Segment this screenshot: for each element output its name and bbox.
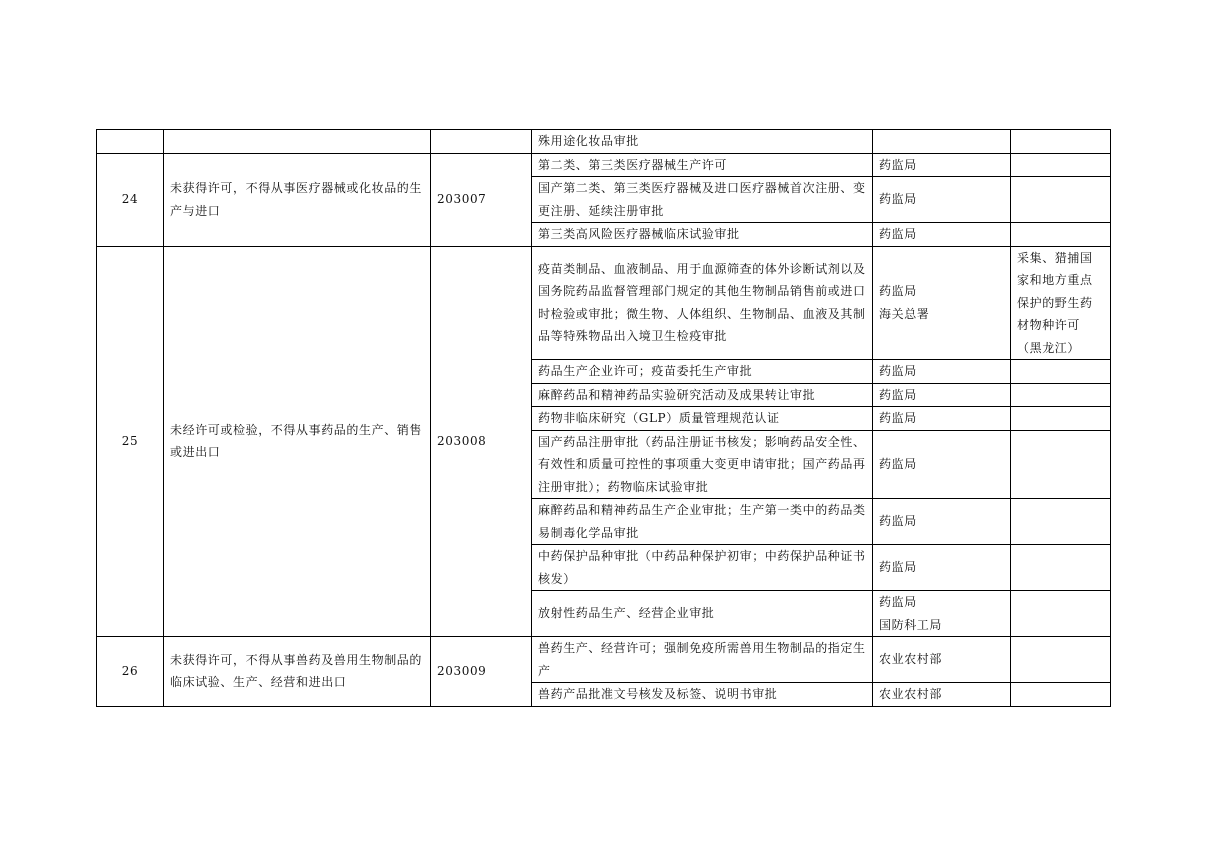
matter-code: 203008 [431,246,532,637]
table-body [97,130,1111,707]
matter-code: 203009 [431,637,532,707]
remark [1011,407,1111,431]
permit-item: 麻醉药品和精神药品实验研究活动及成果转让审批 [532,383,873,407]
permit-item: 兽药生产、经营许可；强制免疫所需兽用生物制品的指定生产 [532,637,873,683]
remark [1011,360,1111,384]
remark [1011,153,1111,177]
permit-item: 中药保护品种审批（中药品种保护初审；中药保护品种证书核发） [532,545,873,591]
remark: 采集、猎捕国家和地方重点保护的野生药材物种许可（黑龙江） [1011,246,1111,360]
remark [1011,683,1111,707]
row-number: 24 [97,153,164,246]
permit-item: 放射性药品生产、经营企业审批 [532,591,873,637]
permit-item: 国产第二类、第三类医疗器械及进口医疗器械首次注册、变更注册、延续注册审批 [532,177,873,223]
row-number: 26 [97,637,164,707]
department: 药监局 [873,153,1011,177]
remark [1011,545,1111,591]
department: 药监局 [873,499,1011,545]
permit-item: 药品生产企业许可；疫苗委托生产审批 [532,360,873,384]
department: 药监局 [873,430,1011,499]
department: 农业农村部 [873,637,1011,683]
permit-item: 麻醉药品和精神药品生产企业审批；生产第一类中的药品类易制毒化学品审批 [532,499,873,545]
permit-table [96,129,1111,707]
department: 药监局 海关总署 [873,246,1011,360]
restricted-matter [164,130,431,154]
permit-item: 第二类、第三类医疗器械生产许可 [532,153,873,177]
row-number: 25 [97,246,164,637]
row-number [97,130,164,154]
table-row [97,153,1111,177]
department: 药监局 [873,545,1011,591]
remark [1011,430,1111,499]
table-row [97,130,1111,154]
department: 药监局 [873,223,1011,247]
permit-item: 兽药产品批准文号核发及标签、说明书审批 [532,683,873,707]
permit-item: 国产药品注册审批（药品注册证书核发；影响药品安全性、有效性和质量可控性的事项重大变更申请审批；国产药品再注册审批）；药物临床试验审批 [532,430,873,499]
restricted-matter: 未经许可或检验，不得从事药品的生产、销售或进出口 [164,246,431,637]
permit-item: 药物非临床研究（GLP）质量管理规范认证 [532,407,873,431]
department: 农业农村部 [873,683,1011,707]
remark [1011,591,1111,637]
remark [1011,223,1111,247]
table-row [97,246,1111,360]
table-row [97,637,1111,683]
permit-item: 疫苗类制品、血液制品、用于血源筛查的体外诊断试剂以及国务院药品监督管理部门规定的其他生物制品销售前或进口时检验或审批；微生物、人体组织、生物制品、血液及其制品等特殊物品出入境卫生检疫审批 [532,246,873,360]
remark [1011,637,1111,683]
permit-item: 第三类高风险医疗器械临床试验审批 [532,223,873,247]
matter-code [431,130,532,154]
department: 药监局 [873,360,1011,384]
department: 药监局 [873,177,1011,223]
permit-item: 殊用途化妆品审批 [532,130,873,154]
remark [1011,383,1111,407]
department: 药监局 [873,383,1011,407]
department: 药监局 国防科工局 [873,591,1011,637]
remark [1011,499,1111,545]
matter-code: 203007 [431,153,532,246]
remark [1011,177,1111,223]
restricted-matter: 未获得许可，不得从事医疗器械或化妆品的生产与进口 [164,153,431,246]
department: 药监局 [873,407,1011,431]
remark [1011,130,1111,154]
department [873,130,1011,154]
restricted-matter: 未获得许可，不得从事兽药及兽用生物制品的临床试验、生产、经营和进出口 [164,637,431,707]
